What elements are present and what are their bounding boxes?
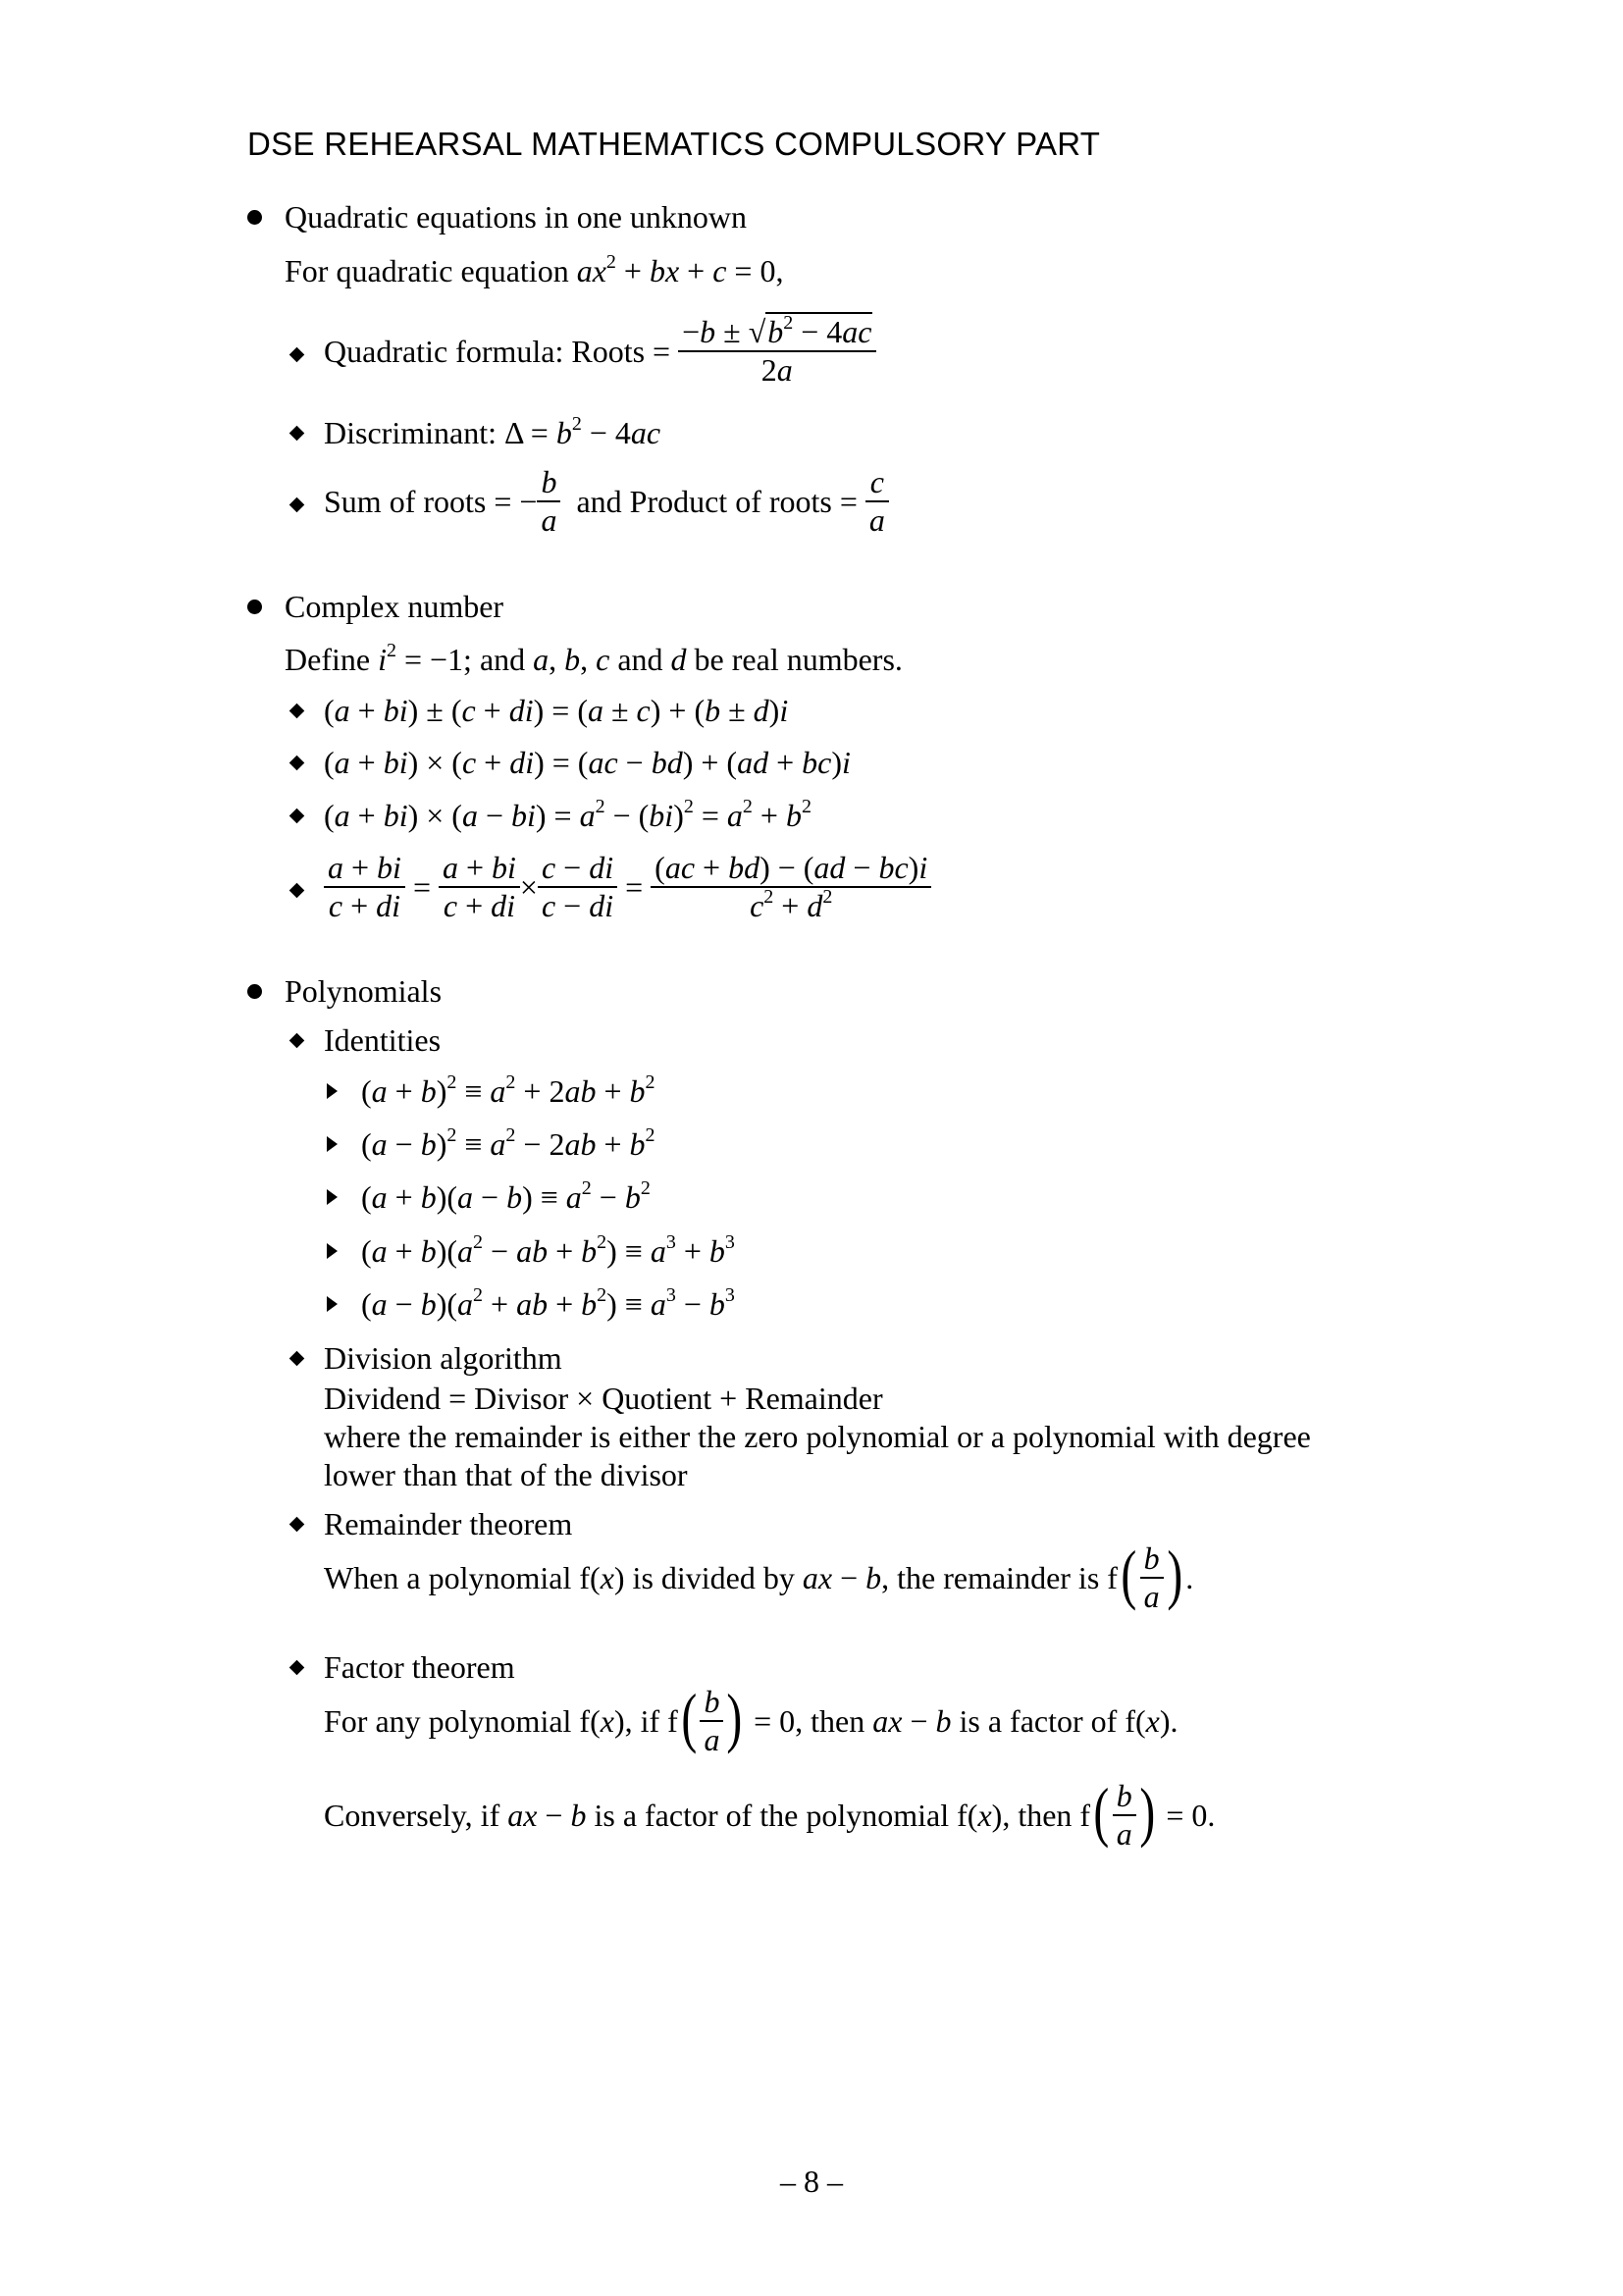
quadratic-intro: For quadratic equation $ax^2$ + bx + c = 0, xyxy=(285,251,784,288)
complex-addition: (a + bi) ± (c + di) = (a ± c) + (b ± d)i xyxy=(324,693,789,728)
division-note-2: lower than that of the divisor xyxy=(324,1457,688,1492)
section-heading-complex: Complex number xyxy=(285,589,504,624)
bullet-dot-icon xyxy=(247,600,262,614)
division-label: Division algorithm xyxy=(324,1340,562,1376)
bullet-dot-icon xyxy=(247,984,262,999)
diamond-bullet-icon xyxy=(289,1033,305,1049)
diamond-bullet-icon xyxy=(289,1660,305,1676)
triangle-bullet-icon xyxy=(327,1189,338,1205)
triangle-bullet-icon xyxy=(327,1243,338,1259)
factor-statement: For any polynomial f(x), if f( $\frac{b}{a}$ ) = 0, then ax − b is a factor of f(x). xyxy=(324,1679,1178,1757)
diamond-bullet-icon xyxy=(289,347,305,363)
identity-2: $(a - b)^2 \equiv a^2 - 2ab + b^2$ xyxy=(361,1124,655,1162)
division-note-1: where the remainder is either the zero polynomial or a polynomial with degree xyxy=(324,1419,1311,1454)
page-number: – 8 – xyxy=(780,2164,843,2199)
complex-define: Define $i^2 = -1$; and a, b, c and d be real numbers. xyxy=(285,640,903,677)
bullet-dot-icon xyxy=(247,210,262,225)
identity-4: $(a + b)(a^2$ − ab + $b^2) \equiv a^3 + b^3$ xyxy=(361,1231,735,1269)
diamond-bullet-icon xyxy=(289,809,305,824)
complex-conjugate-product: $(a + bi) \times (a - bi) = a^2 - (bi)^2 = a^2 + b^2$ xyxy=(324,796,812,833)
quadratic-formula: Quadratic formula: Roots = $\frac{-b \pm √b^2 - 4ac}{2a}$ xyxy=(324,314,876,389)
section-heading-quadratic: Quadratic equations in one unknown xyxy=(285,199,747,235)
discriminant: Discriminant: $\Delta = b^2 - 4ac$ xyxy=(324,413,661,450)
identity-5: $(a - b)(a^2$ + ab + $b^2) \equiv a^3 - b^3$ xyxy=(361,1284,735,1322)
diamond-bullet-icon xyxy=(289,883,305,899)
page-header: DSE REHEARSAL MATHEMATICS COMPULSORY PART xyxy=(247,126,1101,162)
diamond-bullet-icon xyxy=(289,756,305,771)
factor-label: Factor theorem xyxy=(324,1649,515,1685)
division-equation: Dividend = Divisor × Quotient + Remainder xyxy=(324,1381,883,1416)
identity-1: $(a + b)^2 \equiv a^2 + 2ab + b^2$ xyxy=(361,1071,655,1109)
identity-3: $(a + b)(a - b) \equiv a^2 - b^2$ xyxy=(361,1177,651,1215)
remainder-statement: When a polynomial f(x) is divided by ax − b, the remainder is f( $\frac{b}{a}$ ) . xyxy=(324,1536,1194,1614)
diamond-bullet-icon xyxy=(289,704,305,719)
triangle-bullet-icon xyxy=(327,1136,338,1152)
diamond-bullet-icon xyxy=(289,497,305,513)
triangle-bullet-icon xyxy=(327,1083,338,1099)
diamond-bullet-icon xyxy=(289,1517,305,1533)
complex-multiplication: (a + bi) × (c + di) = (ac − bd) + (ad + bc)i xyxy=(324,745,851,780)
diamond-bullet-icon xyxy=(289,1351,305,1367)
remainder-label: Remainder theorem xyxy=(324,1506,573,1541)
triangle-bullet-icon xyxy=(327,1296,338,1312)
complex-division: $\frac{a + bi}{c + di}$ = $\frac{a + bi}{c + di}$ × $\frac{c - di}{c - di}$ = $\frac{(ac + bd) - (ad - bc)i}{c^2 + d^2}$ xyxy=(324,850,931,924)
diamond-bullet-icon xyxy=(289,426,305,442)
section-heading-polynomials: Polynomials xyxy=(285,973,443,1009)
identities-label: Identities xyxy=(324,1022,442,1058)
factor-converse: Conversely, if ax − b is a factor of the polynomial f(x), then f( $\frac{b}{a}$ ) = 0. xyxy=(324,1773,1216,1852)
sum-product-roots: Sum of roots = − $\frac{b}{a}$ and Product of roots = $\frac{c}{a}$ xyxy=(324,464,889,539)
